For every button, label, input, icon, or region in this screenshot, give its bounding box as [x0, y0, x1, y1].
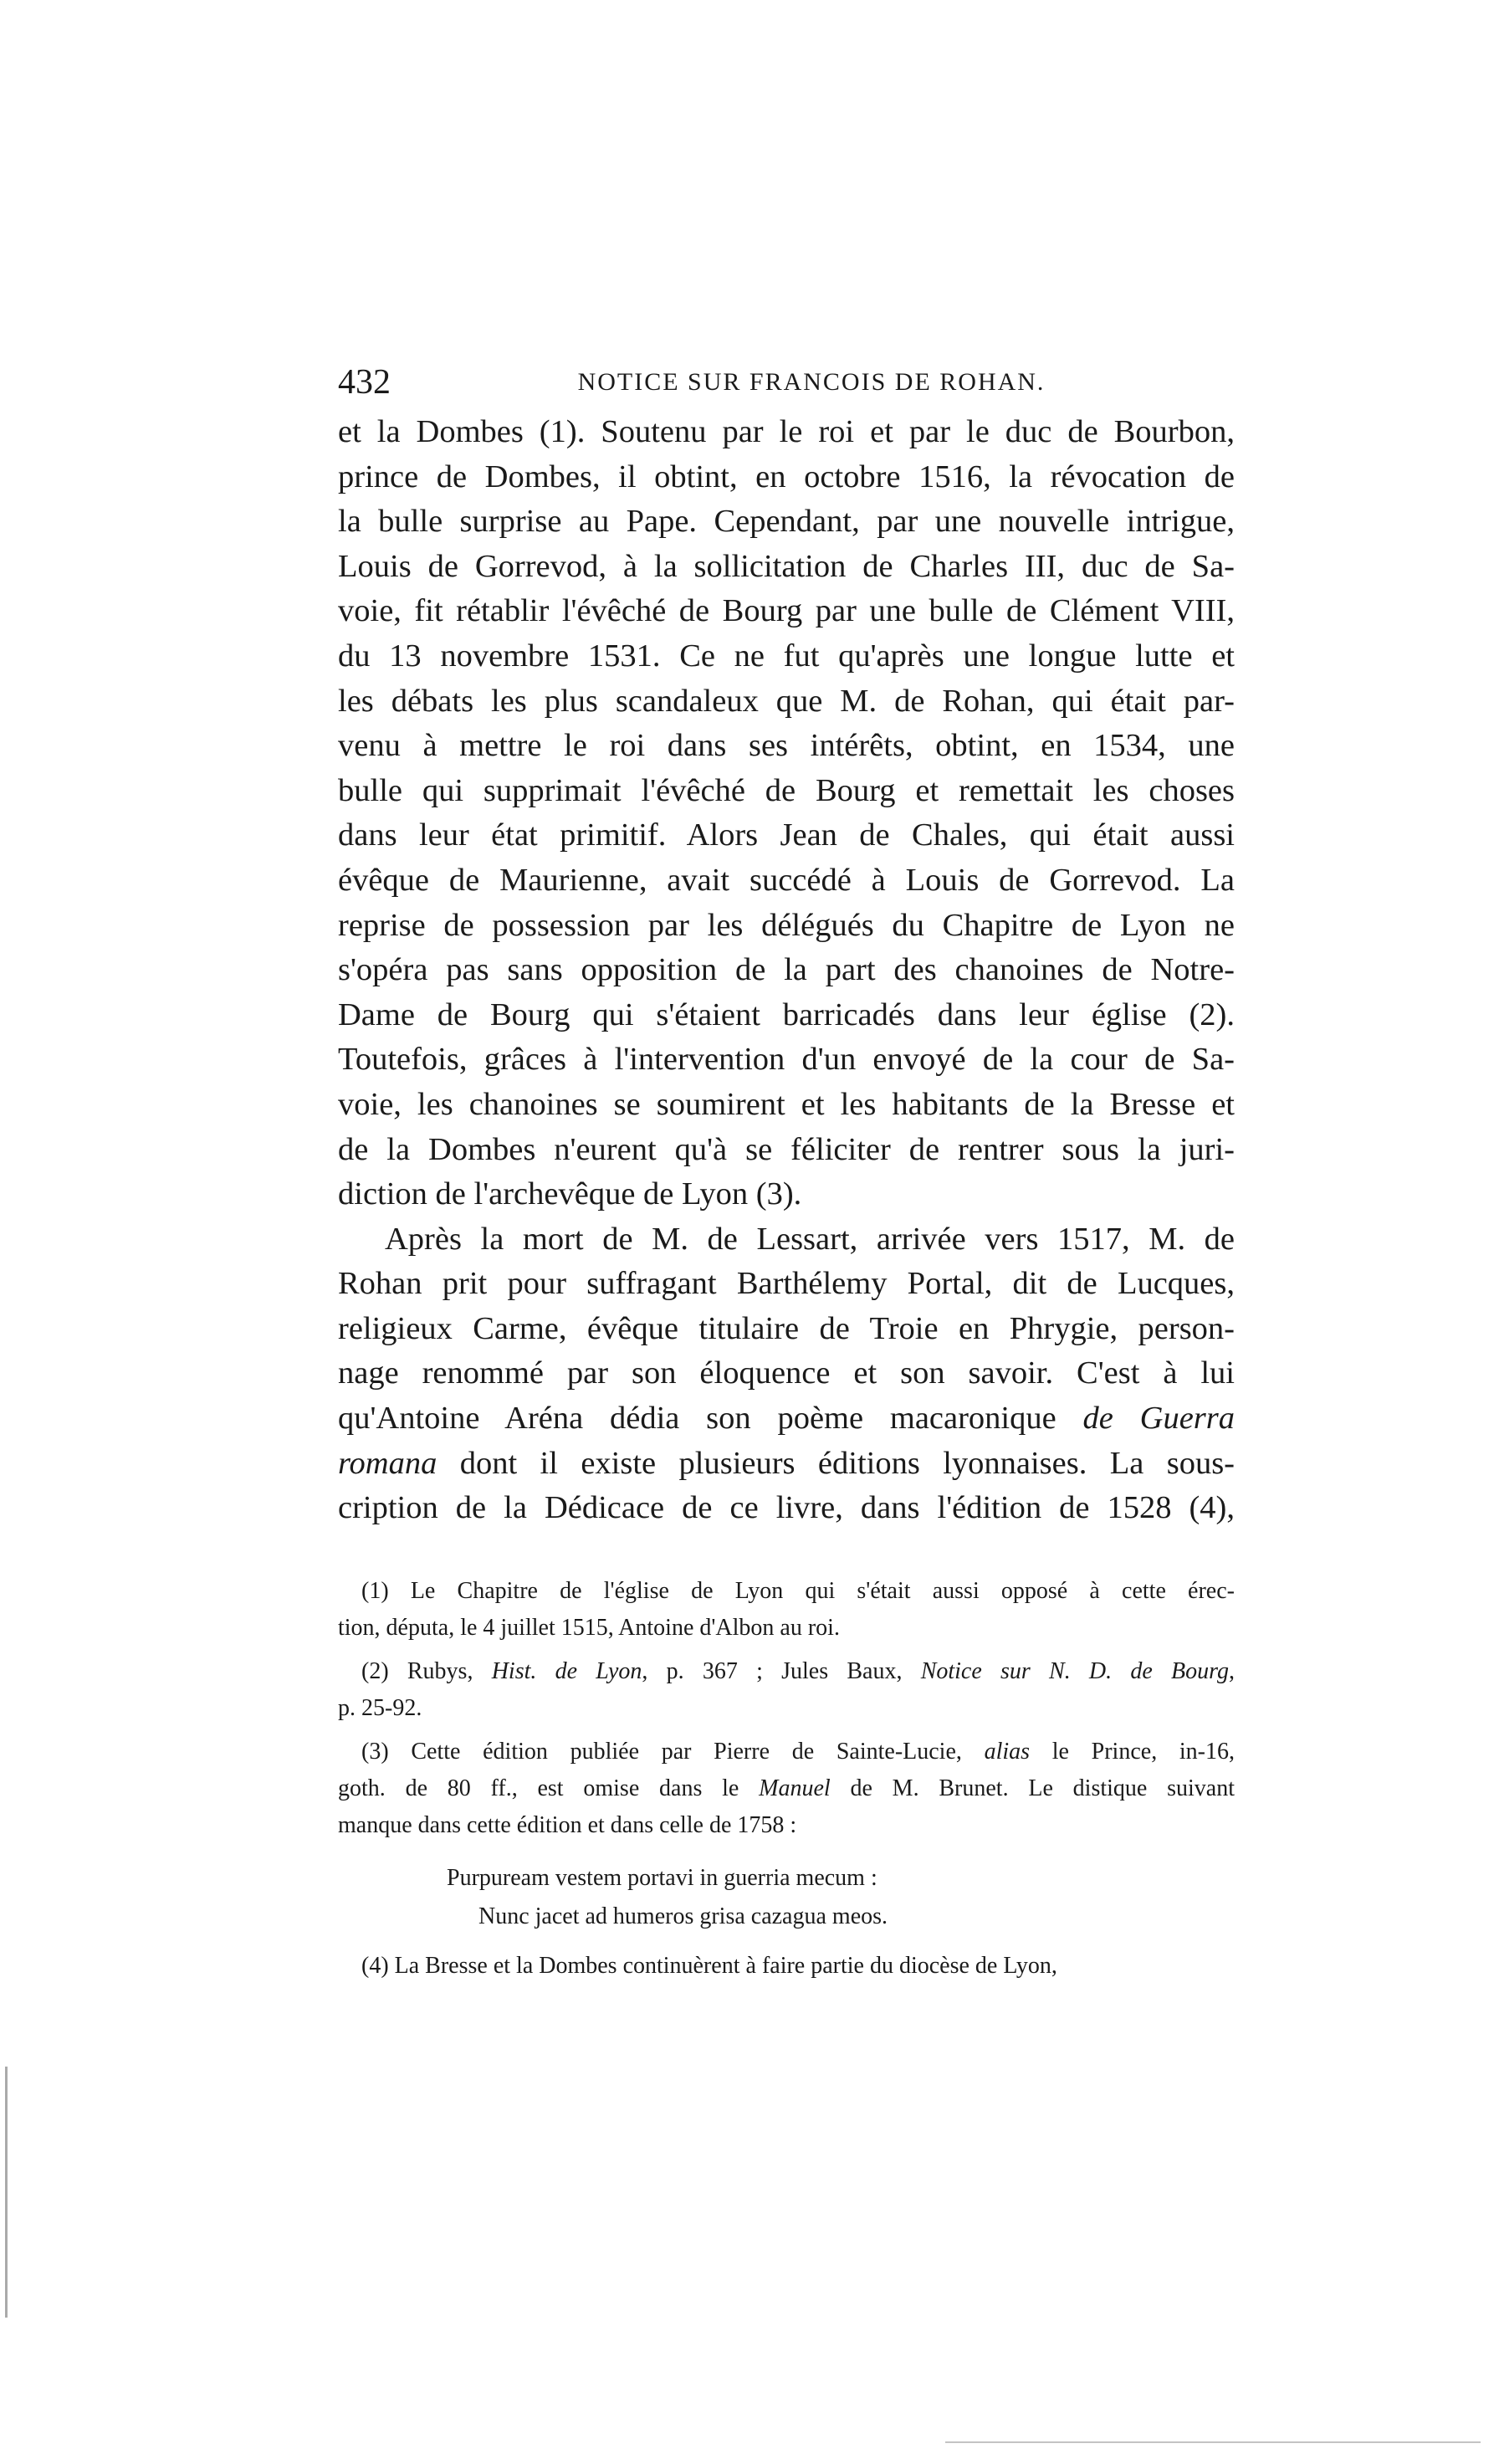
text-line: s'opéra pas sans opposition de la part des chanoines de Notre-: [338, 952, 1235, 988]
text-line: [338, 1396, 1235, 1442]
body-text: [338, 410, 1235, 1531]
text-line: Dame de Bourg qui s'étaient barricadés dans leur église (2).: [338, 996, 1235, 1032]
text-line: la bulle surprise au Pape. Cependant, par une nouvelle intrigue,: [338, 504, 1235, 540]
italic-title: Hist. de Lyon: [491, 1658, 642, 1684]
text-line: voie, les chanoines se soumirent et les habitants de la Bresse et: [338, 1086, 1235, 1122]
italic-title: romana: [338, 1445, 437, 1481]
scan-edge-mark: [945, 2441, 1481, 2443]
footnote-2-line: p. 25-92.: [338, 1695, 422, 1721]
text-segment: , p. 367 ; Jules Baux,: [642, 1658, 921, 1684]
text-segment: dont il existe plusieurs éditions lyonnaises. La sous-: [437, 1445, 1235, 1481]
italic-title: Notice sur N. D. de Bourg: [920, 1658, 1229, 1684]
text-line: [338, 1442, 1235, 1487]
text-segment: ,: [1229, 1658, 1235, 1684]
text-segment: (2) Rubys,: [361, 1658, 492, 1684]
footnote-3-line: [338, 1770, 1235, 1807]
scan-edge-mark: [5, 2067, 8, 2318]
text-segment: (3) Cette édition publiée par Pierre de Sainte-Lucie,: [361, 1739, 985, 1765]
text-line: Après la mort de M. de Lessart, arrivée vers 1517, M. de: [385, 1221, 1235, 1257]
text-line: évêque de Maurienne, avait succédé à Louis de Gorrevod. La: [338, 862, 1235, 898]
footnote-1-line: tion, députa, le 4 juillet 1515, Antoine d'Albon au roi.: [338, 1615, 840, 1641]
text-segment: qu'Antoine Aréna dédia son poème macaronique: [338, 1401, 1083, 1437]
page-header: [338, 361, 1235, 403]
text-line: Rohan prit pour suffragant Barthélemy Portal, dit de Lucques,: [338, 1266, 1235, 1302]
footnotes: [338, 1573, 1235, 1985]
text-line: prince de Dombes, il obtint, en octobre 1516, la révocation de: [338, 458, 1235, 494]
italic-word: alias: [984, 1739, 1031, 1765]
text-line: les débats les plus scandaleux que M. de Rohan, qui était par-: [338, 683, 1235, 719]
text-line: nage renommé par son éloquence et son savoir. C'est à lui: [338, 1355, 1235, 1391]
footnote-2-line: [338, 1653, 1235, 1690]
text-segment: de M. Brunet. Le distique suivant: [830, 1775, 1236, 1801]
page-number: 432: [338, 363, 391, 402]
text-line: Louis de Gorrevod, à la sollicitation de Charles III, duc de Sa-: [338, 548, 1235, 584]
verse-line: Purpuream vestem portavi in guerria mecum :: [447, 1865, 877, 1891]
verse-line: Nunc jacet ad humeros grisa cazagua meos.: [478, 1903, 888, 1929]
text-segment: goth. de 80 ff., est omise dans le: [338, 1775, 760, 1801]
italic-title: Manuel: [759, 1775, 831, 1801]
italic-title: de Guerra: [1082, 1401, 1235, 1437]
text-line: cription de la Dédicace de ce livre, dans l'édition de 1528 (4),: [338, 1490, 1235, 1526]
text-line: de la Dombes n'eurent qu'à se féliciter de rentrer sous la juri-: [338, 1131, 1235, 1167]
text-line: reprise de possession par les délégués du Chapitre de Lyon ne: [338, 907, 1235, 943]
text-line: religieux Carme, évêque titulaire de Troie en Phrygie, person-: [338, 1310, 1235, 1346]
text-line: diction de l'archevêque de Lyon (3).: [338, 1176, 802, 1212]
text-line: bulle qui supprimait l'évêché de Bourg et remettait les choses: [338, 772, 1235, 808]
text-line: voie, fit rétablir l'évêché de Bourg par une bulle de Clément VIII,: [338, 593, 1235, 629]
text-line: venu à mettre le roi dans ses intérêts, obtint, en 1534, une: [338, 728, 1235, 764]
footnote-3-line: [338, 1734, 1235, 1770]
text-line: du 13 novembre 1531. Ce ne fut qu'après une longue lutte et: [338, 638, 1235, 674]
text-line: dans leur état primitif. Alors Jean de Chales, qui était aussi: [338, 817, 1235, 853]
text-line: Toutefois, grâces à l'intervention d'un envoyé de la cour de Sa-: [338, 1042, 1235, 1078]
running-title: NOTICE SUR FRANCOIS DE ROHAN.: [577, 368, 1046, 396]
text-segment: le Prince, in-16,: [1030, 1739, 1235, 1765]
text-line: et la Dombes (1). Soutenu par le roi et par le duc de Bourbon,: [338, 414, 1235, 449]
footnote-1-line: (1) Le Chapitre de l'église de Lyon qui s'était aussi opposé à cette érec-: [361, 1578, 1235, 1604]
footnote-4-line: (4) La Bresse et la Dombes continuèrent à faire partie du diocèse de Lyon,: [361, 1953, 1057, 1979]
footnote-3-line: manque dans cette édition et dans celle de 1758 :: [338, 1812, 797, 1838]
